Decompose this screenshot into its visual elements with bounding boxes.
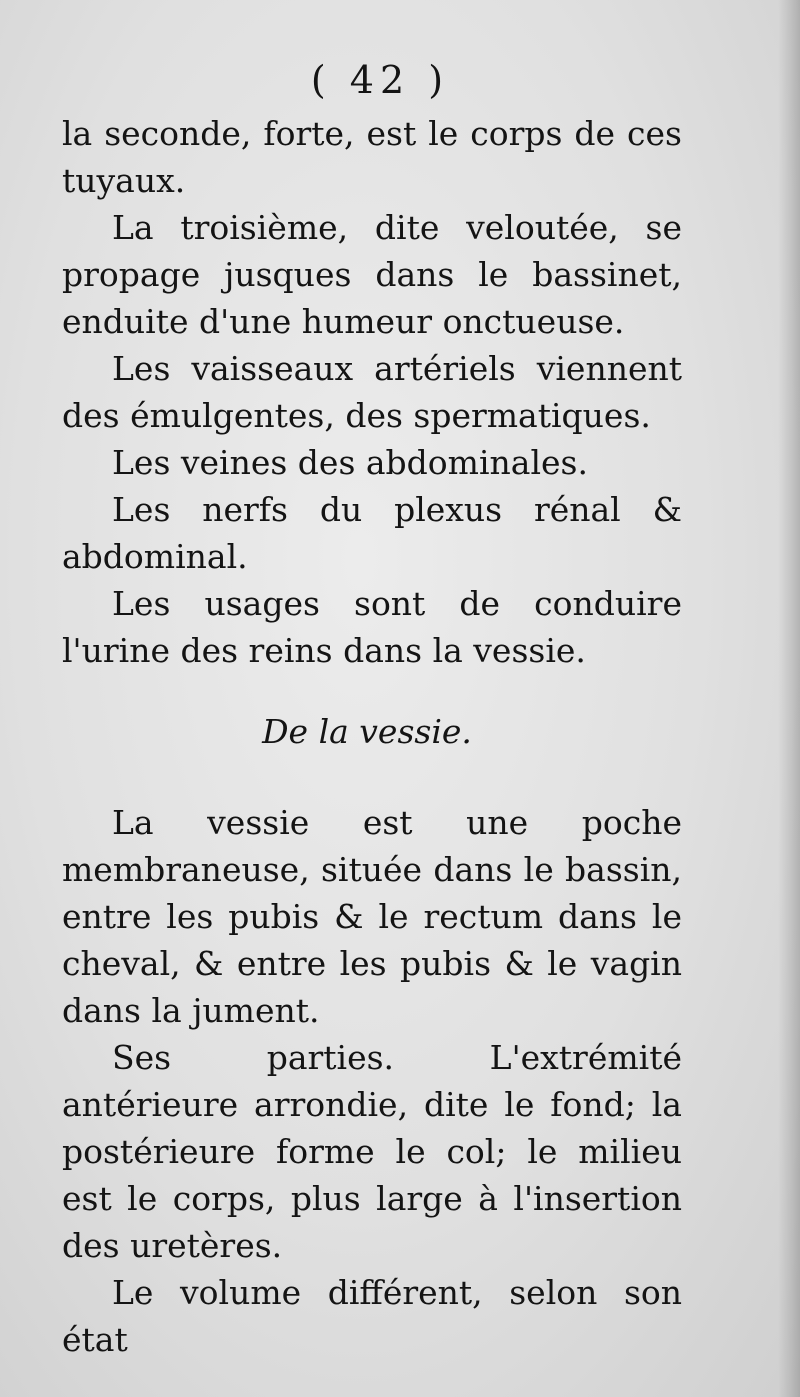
section-heading: De la vessie. bbox=[262, 712, 472, 751]
page-number: ( 42 ) bbox=[310, 58, 450, 102]
paragraph-8: Ses parties. L'extrémité antérieure arrondie, dite le fond; la postérieure forme le col; le milieu est le corps, plus large à l'insertion des uretères. bbox=[62, 1038, 682, 1265]
paragraph-3: Les vaisseaux artériels viennent des émulgentes, des spermatiques. bbox=[62, 349, 682, 435]
paragraph-1: la seconde, forte, est le corps de ces tuyaux. bbox=[62, 114, 682, 200]
paragraph-7: La vessie est une poche membraneuse, située dans le bassin, entre les pubis & le rectum dans le cheval, & entre les pubis & le vagin dans la jument. bbox=[62, 803, 682, 1030]
paragraph-6: Les usages sont de conduire l'urine des reins dans la vessie. bbox=[62, 584, 682, 670]
paragraph-2: La troisième, dite veloutée, se propage jusques dans le bassinet, enduite d'une humeur onctueuse. bbox=[62, 208, 682, 341]
body-text bbox=[62, 110, 682, 1363]
paragraph-9: Le volume différent, selon son état bbox=[62, 1273, 682, 1359]
page-edge-shadow bbox=[778, 0, 800, 1397]
paragraph-4: Les veines des abdominales. bbox=[112, 443, 588, 482]
paragraph-5: Les nerfs du plexus rénal & abdominal. bbox=[62, 490, 682, 576]
